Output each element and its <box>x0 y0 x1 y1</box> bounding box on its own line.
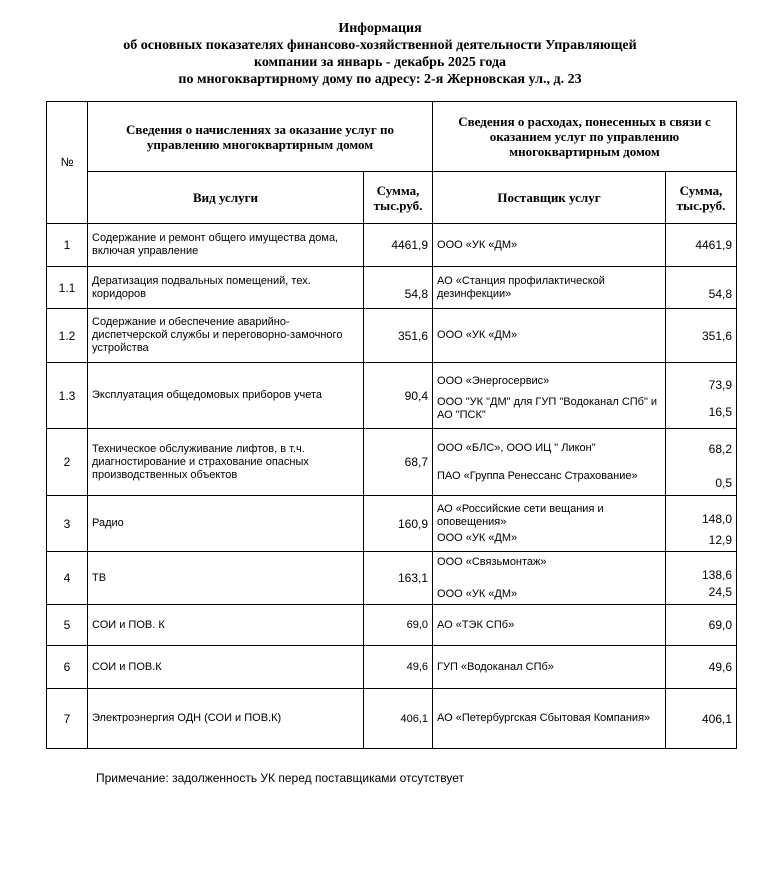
table-row <box>47 309 737 363</box>
row-supplier: АО «Петербургская Сбытовая Компания» <box>433 689 666 749</box>
table-row <box>47 429 737 496</box>
row-sum: 4461,9 <box>364 224 433 267</box>
header-group-charges: Сведения о начислениях за оказание услуг по управлению многоквартирным домом <box>88 102 433 172</box>
supplier-name: ООО «УК «ДМ» <box>437 587 518 600</box>
table-row <box>47 646 737 689</box>
row-sum: 163,1 <box>364 552 433 605</box>
row-suppliers <box>433 363 666 429</box>
table-row <box>47 552 737 605</box>
table-row <box>47 224 737 267</box>
row-supplier-amounts <box>666 429 737 496</box>
row-sum: 90,4 <box>364 363 433 429</box>
supplier-amount: 0,5 <box>715 476 733 490</box>
row-suppliers <box>433 429 666 496</box>
row-supplier: ООО «УК «ДМ» <box>433 309 666 363</box>
row-service: Дератизация подвальных помещений, тех. коридоров <box>88 267 364 309</box>
row-num: 4 <box>47 552 88 605</box>
supplier-name: ООО «Энергосервис» <box>437 375 550 387</box>
supplier-amount: 12,9 <box>708 533 733 547</box>
row-sum: 69,0 <box>364 605 433 646</box>
row-supplier-amount: 69,0 <box>666 605 737 646</box>
title-line-3: компании за январь - декабрь 2025 года <box>253 55 507 70</box>
row-sum: 49,6 <box>364 646 433 689</box>
row-num: 1 <box>47 224 88 267</box>
row-service: ТВ <box>88 552 364 605</box>
financial-table <box>46 101 737 749</box>
row-service: Эксплуатация общедомовых приборов учета <box>88 363 364 429</box>
table-header-row-1 <box>47 102 737 172</box>
footnote: Примечание: задолженность УК перед поставщиками отсутствует <box>96 771 464 785</box>
supplier-name: ООО "УК "ДМ" для ГУП "Водоканал СПб" и АО "ПСК" <box>437 396 658 421</box>
row-suppliers <box>433 552 666 605</box>
row-num: 1.2 <box>47 309 88 363</box>
row-service: СОИ и ПОВ.К <box>88 646 364 689</box>
supplier-amount: 138,6 <box>701 567 733 582</box>
row-num: 7 <box>47 689 88 749</box>
supplier-name: ООО «БЛС», ООО ИЦ " Ликон" <box>437 441 596 454</box>
row-suppliers <box>433 496 666 552</box>
row-num: 1.1 <box>47 267 88 309</box>
supplier-name: ПАО «Группа Ренессанс Страхование» <box>437 469 638 482</box>
row-service: Техническое обслуживание лифтов, в т.ч. диагностирование и страхование опасных производственных объектов <box>88 429 364 496</box>
header-sum-left: Сумма, тыс.руб. <box>364 172 433 224</box>
table-row <box>47 689 737 749</box>
document-title <box>0 20 760 88</box>
table-row <box>47 605 737 646</box>
supplier-amount: 16,5 <box>708 405 733 419</box>
header-service: Вид услуги <box>88 172 364 224</box>
row-supplier-amount: 4461,9 <box>666 224 737 267</box>
table-row <box>47 496 737 552</box>
row-supplier-amount: 351,6 <box>666 309 737 363</box>
row-supplier-amount: 49,6 <box>666 646 737 689</box>
row-sum: 406,1 <box>364 689 433 749</box>
row-num: 3 <box>47 496 88 552</box>
header-supplier: Поставщик услуг <box>433 172 666 224</box>
table-header-row-2 <box>47 172 737 224</box>
row-num: 5 <box>47 605 88 646</box>
row-service: СОИ и ПОВ. К <box>88 605 364 646</box>
row-sum: 68,7 <box>364 429 433 496</box>
header-sum-right: Сумма, тыс.руб. <box>666 172 737 224</box>
row-sum: 351,6 <box>364 309 433 363</box>
supplier-amount: 24,5 <box>708 584 733 599</box>
row-num: 6 <box>47 646 88 689</box>
row-supplier: ООО «УК «ДМ» <box>433 224 666 267</box>
supplier-name: ООО «УК «ДМ» <box>437 531 518 544</box>
row-supplier-amount: 406,1 <box>666 689 737 749</box>
header-group-expenses: Сведения о расходах, понесенных в связи с оказанием услуг по управлению многоквартирным домом <box>433 102 737 172</box>
row-supplier: АО «Станция профилактической дезинфекции» <box>433 267 666 309</box>
header-num: № <box>47 102 88 224</box>
table-row <box>47 267 737 309</box>
row-num: 2 <box>47 429 88 496</box>
supplier-name: АО «Российские сети вещания и оповещения» <box>437 502 604 528</box>
row-sum: 54,8 <box>364 267 433 309</box>
row-supplier: ГУП «Водоканал СПб» <box>433 646 666 689</box>
row-service: Электроэнергия ОДН (СОИ и ПОВ.К) <box>88 689 364 749</box>
row-supplier-amount: 54,8 <box>666 267 737 309</box>
supplier-amount: 73,9 <box>708 378 733 392</box>
row-service: Радио <box>88 496 364 552</box>
row-sum: 160,9 <box>364 496 433 552</box>
supplier-name: ООО «Связьмонтаж» <box>437 555 547 568</box>
supplier-amount: 68,2 <box>708 442 733 456</box>
supplier-amount: 148,0 <box>701 512 733 526</box>
table-row <box>47 363 737 429</box>
row-service: Содержание и обеспечение аварийно-диспетчерской службы и переговорно-замочного устройства <box>88 309 364 363</box>
title-line-2: об основных показателях финансово-хозяйственной деятельности Управляющей <box>123 38 637 53</box>
title-line-4: по многоквартирному дому по адресу: 2-я Жерновская ул., д. 23 <box>178 72 582 87</box>
row-supplier-amounts <box>666 552 737 605</box>
row-supplier-amounts <box>666 496 737 552</box>
row-supplier: АО «ТЭК СПб» <box>433 605 666 646</box>
row-num: 1.3 <box>47 363 88 429</box>
row-service: Содержание и ремонт общего имущества дома, включая управление <box>88 224 364 267</box>
title-line-1: Информация <box>338 21 422 36</box>
row-supplier-amounts <box>666 363 737 429</box>
